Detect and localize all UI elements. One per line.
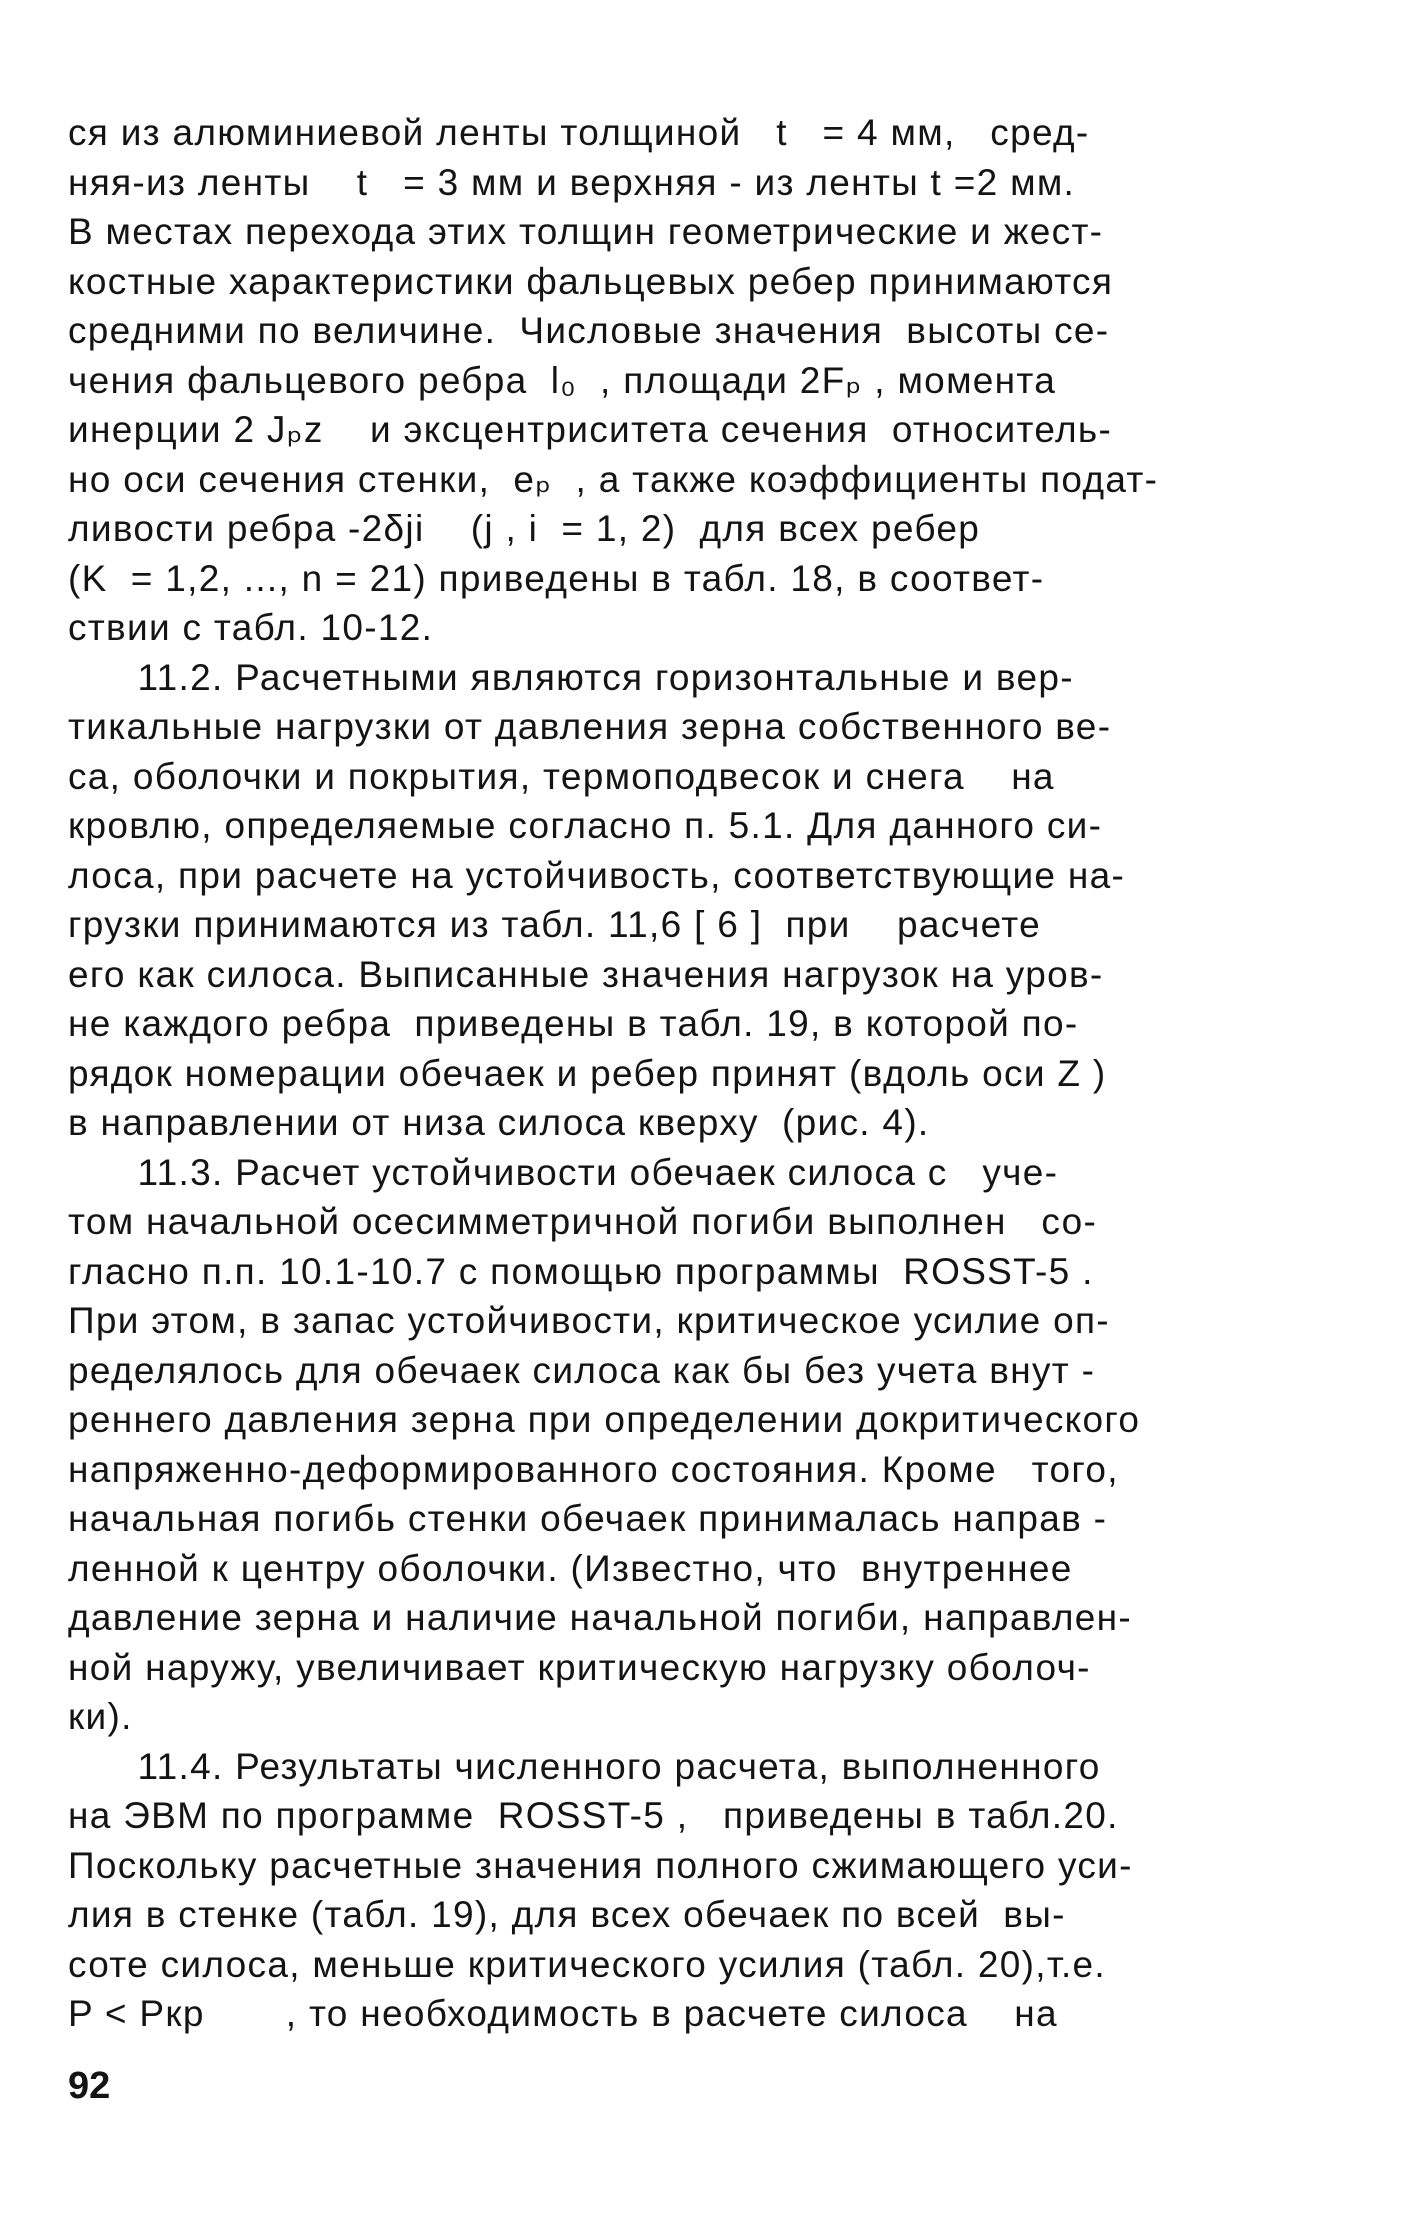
- text-line: грузки принимаются из табл. 11,6 [ 6 ] при расчете: [68, 904, 1042, 945]
- text-line: кровлю, определяемые согласно п. 5.1. Для данного си-: [68, 805, 1103, 846]
- paragraph-start-11-4: 11.4. Результаты численного расчета, выполненного: [68, 1745, 1101, 1787]
- text-line: на ЭВМ по программе ROSST-5 , приведены в табл.20.: [68, 1795, 1119, 1836]
- text-line: При этом, в запас устойчивости, критическое усилие оп-: [68, 1300, 1110, 1341]
- text-line: не каждого ребра приведены в табл. 19, в которой по-: [68, 1003, 1079, 1044]
- paragraph-start-11-2: 11.2. Расчетными являются горизонтальные и вер-: [68, 656, 1074, 698]
- text-line: чения фальцевого ребра l₀ , площади 2Fₚ , момента: [68, 359, 1057, 401]
- text-line: ливости ребра -2δji (j , i = 1, 2) для всех ребер: [68, 508, 981, 549]
- text-line: начальная погибь стенки обечаек принималась направ -: [68, 1498, 1108, 1539]
- text-line: инерции 2 Jₚz и эксцентриситета сечения относитель-: [68, 409, 1113, 450]
- text-line: том начальной осесимметричной погиби выполнен со-: [68, 1201, 1098, 1242]
- text-line: В местах перехода этих толщин геометрические и жест-: [68, 211, 1104, 252]
- text-line: ределялось для обечаек силоса как бы без учета внут -: [68, 1349, 1096, 1391]
- text-line: его как силоса. Выписанные значения нагрузок на уров-: [68, 953, 1104, 995]
- text-line: са, оболочки и покрытия, термоподвесок и снега на: [68, 755, 1055, 797]
- text-line: напряженно-деформированного состояния. Кроме того,: [68, 1448, 1119, 1490]
- text-line: (K = 1,2, ..., n = 21) приведены в табл. 18, в соответ-: [68, 557, 1045, 599]
- text-line: ной наружу, увеличивает критическую нагрузку оболоч-: [68, 1646, 1091, 1688]
- text-line: давление зерна и наличие начальной погиби, направлен-: [68, 1597, 1133, 1638]
- page-number: 92: [68, 2065, 111, 2107]
- text-line: лия в стенке (табл. 19), для всех обечаек по всей вы-: [68, 1894, 1066, 1935]
- text-line: тикальные нагрузки от давления зерна собственного ве-: [68, 706, 1112, 747]
- document-body: [68, 108, 1368, 2039]
- text-line: рядок номерации обечаек и ребер принят (вдоль оси Z ): [68, 1052, 1107, 1094]
- text-line: костные характеристики фальцевых ребер принимаются: [68, 260, 1114, 302]
- text-line: ствии с табл. 10-12.: [68, 607, 434, 648]
- text-line: ся из алюминиевой ленты толщиной t = 4 мм, сред-: [68, 112, 1090, 153]
- text-line: Поскольку расчетные значения полного сжимающего уси-: [68, 1844, 1133, 1886]
- text-line: ленной к центру оболочки. (Известно, что внутреннее: [68, 1547, 1073, 1589]
- text-line: няя-из ленты t = 3 мм и верхняя - из ленты t =2 мм.: [68, 161, 1076, 203]
- paragraph-start-11-3: 11.3. Расчет устойчивости обечаек силоса с уче-: [68, 1151, 1059, 1193]
- text-line: ки).: [68, 1696, 133, 1737]
- text-line: лоса, при расчете на устойчивость, соответствующие на-: [68, 854, 1126, 896]
- text-line: средними по величине. Числовые значения высоты се-: [68, 310, 1110, 351]
- text-line: реннего давления зерна при определении докритического: [68, 1399, 1141, 1440]
- text-line: в направлении от низа силоса кверху (рис. 4).: [68, 1102, 930, 1143]
- text-line: P < Pкр , то необходимость в расчете силоса на: [68, 1993, 1058, 2034]
- text-line: гласно п.п. 10.1-10.7 с помощью программы ROSST-5 .: [68, 1250, 1094, 1292]
- text-line: но оси сечения стенки, eₚ , а также коэффициенты подат-: [68, 458, 1159, 500]
- text-line: соте силоса, меньше критического усилия (табл. 20),т.е.: [68, 1943, 1107, 1985]
